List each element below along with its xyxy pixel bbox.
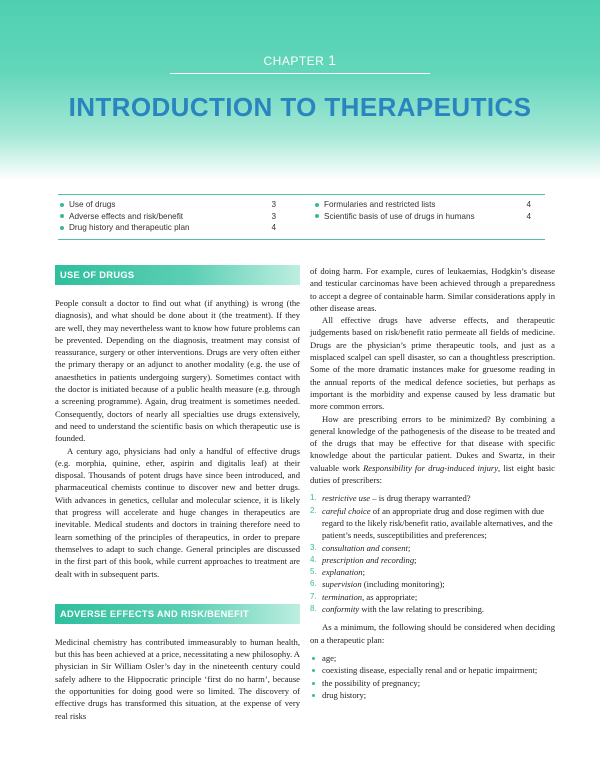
list-item [310, 578, 555, 590]
list-item [310, 566, 555, 578]
bullet-icon [315, 203, 319, 207]
contents-item[interactable] [60, 199, 276, 211]
body-paragraph: People consult a doctor to find out what (if anything) is wrong (the diagnosis), and what should be done about it (the treatment). If they are well, they may nevertheless want to know how future problems can be prevented. Depending on the diagnosis, treatment may consist of reassurance, surgery or other interventions. Drugs are very often either the primary therapy or an adjunct to another modality (e.g. the use of anaesthetics in patients undergoing surgery). Sometimes contact with the doctor is initiated because of a public health measure (e.g. through a screening programme). Again, drug treatment is sometimes needed. Consequently, doctors of nearly all specialties use drugs extensively, and need to understand the scientific basis on which therapeutic use is founded. [55, 298, 300, 444]
list-number: 5. [310, 567, 317, 577]
bullet-icon [312, 669, 315, 672]
list-item [310, 689, 555, 701]
list-item-text: drug history; [322, 689, 367, 700]
body-paragraph: As a minimum, the following should be considered when deciding on a therapeutic plan: [310, 622, 555, 645]
section-heading-adverse-effects [55, 604, 300, 624]
list-item [310, 542, 555, 554]
body-paragraph-prescribing [310, 413, 555, 487]
list-number: 4. [310, 554, 317, 564]
list-number: 6. [310, 579, 317, 589]
contents-item-label: Scientific basis of use of drugs in humans [324, 211, 475, 221]
body-paragraph: Medicinal chemistry has contributed immeasurably to human health, but this has been achieved at a price, necessitating a new philosophy. A physician in Sir William Osler’s day in the nineteenth century could safely adhere to the Hippocratic principle ‘first do no harm’, because the opportunities for doing good were so limited. The discovery of effective drugs has transformed this situation, at the expense of very real risks [55, 636, 300, 721]
chapter-contents-box [58, 194, 545, 240]
body-paragraph: of doing harm. For example, cures of leukaemias, Hodgkin’s disease and testicular carcinomas have been achieved through a preparedness to accept a degree of containable harm. Similar considerations apply in other disease areas. [310, 266, 555, 313]
list-item [310, 505, 555, 542]
contents-item-label: Formularies and restricted lists [324, 200, 436, 210]
duty-text: ; [407, 542, 411, 553]
duty-text: ; [362, 567, 365, 578]
duty-term: explanation [322, 567, 363, 578]
list-number: 7. [310, 591, 317, 601]
contents-item-page: 4 [271, 223, 276, 233]
list-number: 8. [310, 604, 317, 614]
chapter-title: INTRODUCTION TO THERAPEUTICS [68, 92, 532, 122]
section-heading-text: ADVERSE EFFECTS AND RISK/BENEFIT [60, 608, 250, 619]
bullet-icon [312, 694, 315, 697]
prescribing-intro: How are prescribing errors to be minimized? By combining a general knowledge of the pathogenesis of the disease to be treated and of the drugs that may be effective for that disease with specific knowledge about the particular patient. Dukes and Swartz, in their valuable work [310, 413, 555, 473]
list-item [310, 591, 555, 603]
list-item [310, 664, 555, 676]
list-item-text: the possibility of pregnancy; [322, 677, 421, 688]
contents-item-page: 4 [526, 211, 531, 221]
list-number: 3. [310, 542, 317, 552]
list-item [310, 652, 555, 664]
contents-item-label: Drug history and therapeutic plan [69, 223, 190, 233]
bullet-icon [60, 226, 64, 230]
chapter-number: 1 [328, 52, 337, 68]
section-spacer [55, 580, 300, 604]
list-item [310, 603, 555, 615]
duty-term: careful choice [322, 505, 371, 516]
list-item [310, 554, 555, 566]
duty-term: restrictive use [322, 493, 371, 504]
chapter-label [0, 52, 600, 68]
contents-item-page: 4 [526, 200, 531, 210]
contents-column-right [315, 199, 531, 222]
list-item [310, 492, 555, 504]
duty-text: – is drug therapy warranted? [370, 493, 471, 504]
bullet-icon [315, 214, 319, 218]
list-number: 2. [310, 505, 317, 515]
duty-term: prescription and recording [322, 554, 415, 565]
list-item-text: age; [322, 652, 337, 663]
book-title: Responsibility for drug-induced injury [363, 462, 499, 473]
duty-text: ; [414, 554, 417, 565]
chapter-word: CHAPTER [263, 54, 325, 68]
therapeutic-plan-list [310, 652, 555, 701]
contents-item[interactable] [60, 222, 276, 234]
body-paragraph: All effective drugs have adverse effects, and therapeutic judgements based on risk/benefit ratio permeate all fields of medicine. Drugs are the physician’s prime therapeutic tools, and just as a misplaced scalpel can spell disaster, so can a thoughtless prescription. Some of the more dramatic instances make for gruesome reading in the annual reports of the medical defence societies, but perhaps as important is the morbidity and expense caused by less dramatic but more common errors. [310, 315, 555, 412]
duty-term: conformity [322, 604, 360, 615]
section-heading-use-of-drugs [55, 265, 300, 285]
body-paragraph: A century ago, physicians had only a handful of effective drugs (e.g. morphia, quinine, ether, aspirin and digitalis leaf) at their disposal. Thousands of potent drugs have since been introduced, and pharmaceutical chemists continue to discover new and better drugs. With advances in genetics, cellular and molecular science, it is likely that progress will accelerate and huge changes in therapeutics are inevitable. Medical students and doctors in training therefore need to learn something of the principles of therapeutics, in order to prepare themselves to adapt to such change. General principles are discussed in the first part of this book, while current approaches to treatment are dealt with in subsequent parts. [55, 445, 300, 579]
contents-item-page: 3 [271, 200, 276, 210]
duty-text: of an appropriate drug and dose regimen with due regard to the likely risk/benefit ratio, available alternatives, and the patient’s needs, susceptibilities and preferences; [322, 505, 553, 541]
contents-item-label: Use of drugs [69, 200, 116, 210]
chapter-header-band [0, 0, 600, 180]
right-text-column [310, 265, 555, 707]
duty-text: with the law relating to prescribing. [359, 604, 485, 615]
duty-term: termination [322, 591, 363, 602]
contents-item[interactable] [60, 211, 276, 223]
chapter-rule [170, 73, 430, 74]
contents-column-left [60, 199, 276, 234]
contents-item[interactable] [315, 199, 531, 211]
list-item [310, 677, 555, 689]
duty-text: (including monitoring); [361, 579, 445, 590]
list-item-text: coexisting disease, especially renal and or hepatic impairment; [322, 665, 538, 676]
bullet-icon [312, 657, 315, 660]
duty-text: , as appropriate; [362, 591, 418, 602]
contents-item-label: Adverse effects and risk/benefit [69, 211, 184, 221]
contents-item-page: 3 [271, 211, 276, 221]
duty-term: supervision [322, 579, 362, 590]
left-text-column [55, 265, 300, 722]
contents-item[interactable] [315, 211, 531, 223]
section-heading-text: USE OF DRUGS [60, 269, 135, 280]
prescriber-duties-list [310, 492, 555, 615]
bullet-icon [60, 203, 64, 207]
list-number: 1. [310, 493, 317, 503]
bullet-icon [60, 214, 64, 218]
prescribing-intro-tail: , list eight basic duties of prescribers: [310, 462, 555, 486]
bullet-icon [312, 682, 315, 685]
duty-term: consultation and consent [322, 542, 408, 553]
